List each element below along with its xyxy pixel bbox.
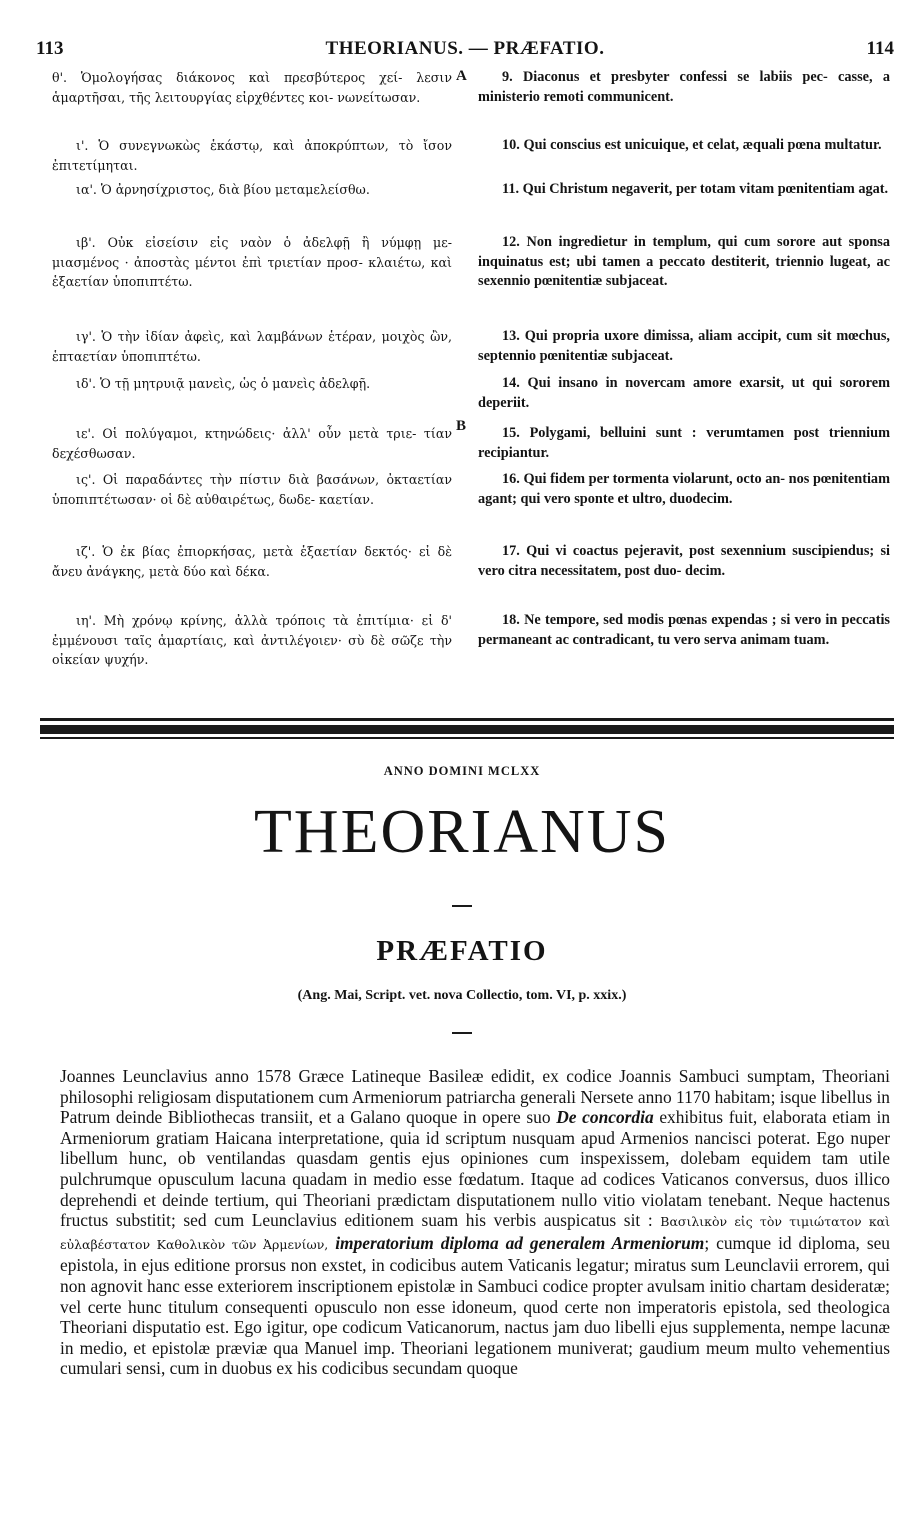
canon-16-latin: 16. Qui fidem per tormenta violarunt, octo an- nos pœnitentiam agant; qui vero sponte et ultro, duodecim. <box>478 471 890 507</box>
margin-mark-b: B <box>456 418 467 434</box>
canon-18-latin: 18. Ne tempore, sed modis pœnas expendas ; si vero in peccatis permaneant ac contradicant, tu vero serva animam tuam. <box>478 612 890 648</box>
canon-18-greek: ιη'. Μὴ χρόνῳ κρίνης, ἀλλὰ τρόποις τὰ ἐπιτίμια· εἰ δ' ἐμμένουσι ταῖς ἁμαρτίαις, καὶ ἀντιλέγοιεν· σὺ δὲ σῶζε τὴν οἰκείαν ψυχήν. <box>52 613 452 667</box>
source-citation: (Ang. Mai, Script. vet. nova Collectio, tom. VI, p. xxix.) <box>297 988 627 1003</box>
canon-16-greek: ις'. Οἱ παραδάντες τὴν πίστιν διὰ βασάνων, ὀκταετίαν ὑποπιπτέτωσαν· οἱ δὲ αὐθαιρέτως, δωδε- καετίαν. <box>52 472 452 507</box>
body-part-3: ; cumque id diploma, seu epistola, in ejus editione prorsus non exstet, in codicibus autem Vaticanis legatur; miratus sum Leunclavii errorem, qui non agnovit hanc esse exteriorem inscriptionem epistolæ in Sambuci codice propter avulsam initio chartam desideratæ; vel certe hunc titulum consequenti opusculo non esse idoneum, quod certe non imperatoris epistola, sed theologica Theoriani disputatio est. Ego igitur, ope codicum Vaticanorum, nactus jam duo libelli ejus supplementa, nempe lacunæ in medio, et epistolæ præviæ qua Manuel imp. Theoriani legationem muniverat; gaudium meum multo vehementius cumulari sensi, cum in duobus ex his codicibus secundam quoque <box>60 1232 890 1379</box>
canon-11-latin: 11. Qui Christum negaverit, per totam vitam pœnitentiam agat. <box>502 181 889 197</box>
page-number-right: 114 <box>866 38 894 59</box>
canon-10-latin: 10. Qui conscius est unicuique, et celat, æquali pœna multatur. <box>502 137 882 153</box>
canon-14-greek: ιδ'. Ὁ τῇ μητρυιᾷ μανεὶς, ὡς ὁ μανεὶς ἀδελφῇ. <box>76 376 371 391</box>
canon-9-latin: 9. Diaconus et presbyter confessi se labiis pec- casse, a ministerio remoti communicent. <box>478 69 890 105</box>
section-rule <box>40 718 894 740</box>
canon-14-latin: 14. Qui insano in novercam amore exarsit, ut qui sororem deperiit. <box>478 375 890 411</box>
canon-9-greek: θ'. Ὁμολογήσας διάκονος καὶ πρεσβύτερος χεί- λεσιν ἁμαρτῆσαι, τῆς λειτουργίας εἰρχθέντες κοι- νωνείτωσαν. <box>52 70 452 105</box>
preface-body <box>60 1066 890 1379</box>
running-header <box>36 38 894 62</box>
body-part-2: exhibitus fuit, elaborata etiam in Armeniorum gratiam Haicana interpretatione, quia id scriptum nusquam apud Armenios nancisci poterat. Ego nuper libellum hunc, ob ventilandas quasdam gentis ejus opiniones cum inspexissem, dolebam equidem tam utile pulchrumque opusculum lacuna quadam in medio esse fœdatum. Itaque ad codices Vaticanos conversus, duos illico deprehendi et deinde tertium, qui Theoriani prædictam disputationem nullo vitio violatam tenebant. Neque hactenus fructus substitit; sed cum Leunclavius editionem suam his verbis auspicatus sit : <box>60 1107 891 1231</box>
source-dash <box>452 1032 472 1034</box>
preface-paragraph <box>60 1066 890 1379</box>
canon-12-greek: ιβ'. Οὐκ εἰσείσιν εἰς ναὸν ὁ ἀδελφῇ ἢ νύμφῃ με- μιασμένος · ἀποστὰς μέντοι ἐπὶ τριετίαν προσ- κλαιέτω, καὶ ἑξαετίαν ὑποπιπτέτω. <box>52 235 452 289</box>
body-italic-2: imperatorium diploma ad generalem Armeniorum <box>335 1232 705 1253</box>
canon-10-greek: ι'. Ὁ συνεγνωκὼς ἑκάστῳ, καὶ ἀποκρύπτων, τὸ ἴσον ἐπιτετίμηται. <box>52 138 452 173</box>
canon-13-latin: 13. Qui propria uxore dimissa, aliam accipit, cum sit mœchus, septennio pœnitentiæ subjaceat. <box>478 328 890 364</box>
canon-15-latin: 15. Polygami, belluini sunt : verumtamen post triennium recipiantur. <box>478 425 890 461</box>
section-subtitle: PRÆFATIO <box>376 935 548 967</box>
body-italic-1: De concordia <box>556 1107 654 1128</box>
canon-15-greek: ιε'. Οἱ πολύγαμοι, κτηνώδεις· ἀλλ' οὖν μετὰ τριε- τίαν δεχέσθωσαν. <box>52 426 452 461</box>
canon-11-greek: ια'. Ὁ ἀρνησίχριστος, διὰ βίου μεταμελείσθω. <box>76 182 370 197</box>
title-dash <box>452 905 472 907</box>
anno-domini: ANNO DOMINI MCLXX <box>383 764 541 778</box>
body-part-1: Joannes Leunclavius anno 1578 Græce Latineque Basileæ edidit, ex codice Joannis Sambuci sumptam, Theoriani philosophi religiosam disputationem cum Armeniorum patriarcha generali Nersete anno 1170 habitam; isque libellus in Patrum deinde Bibliothecas transiit, et a Galano quoque in opere suo <box>60 1066 890 1128</box>
section-title: THEORIANUS <box>253 798 671 866</box>
body-greek-1: Βασιλικὸν εἰς τὸν τιμιώτατον καὶ εὐλαβέστατον Καθολικὸν τῶν Ἀρμενίων, <box>60 1214 891 1252</box>
page-number-left: 113 <box>36 38 64 59</box>
canon-13-greek: ιγ'. Ὁ τὴν ἰδίαν ἀφεὶς, καὶ λαμβάνων ἑτέραν, μοιχὸς ὢν, ἑπταετίαν ὑποπιπτέτω. <box>52 329 452 364</box>
running-title: THEORIANUS. — PRÆFATIO. <box>325 38 605 59</box>
canon-12-latin: 12. Non ingredietur in templum, qui cum sorore aut sponsa inquinatus est; ubi tamen a peccato destiterit, triennio lugeat, ac sexennio pœnitentiæ subjaceat. <box>478 234 890 289</box>
canon-17-greek: ιζ'. Ὁ ἐκ βίας ἐπιορκήσας, μετὰ ἑξαετίαν δεκτός· εἰ δὲ ἄνευ ἀνάγκης, μετὰ δύο καὶ δέκα. <box>52 544 452 579</box>
canon-17-latin: 17. Qui vi coactus pejeravit, post sexennium suscipiendus; si vero citra necessitatem, post duo- decim. <box>478 543 890 579</box>
margin-mark-a: A <box>456 68 467 84</box>
